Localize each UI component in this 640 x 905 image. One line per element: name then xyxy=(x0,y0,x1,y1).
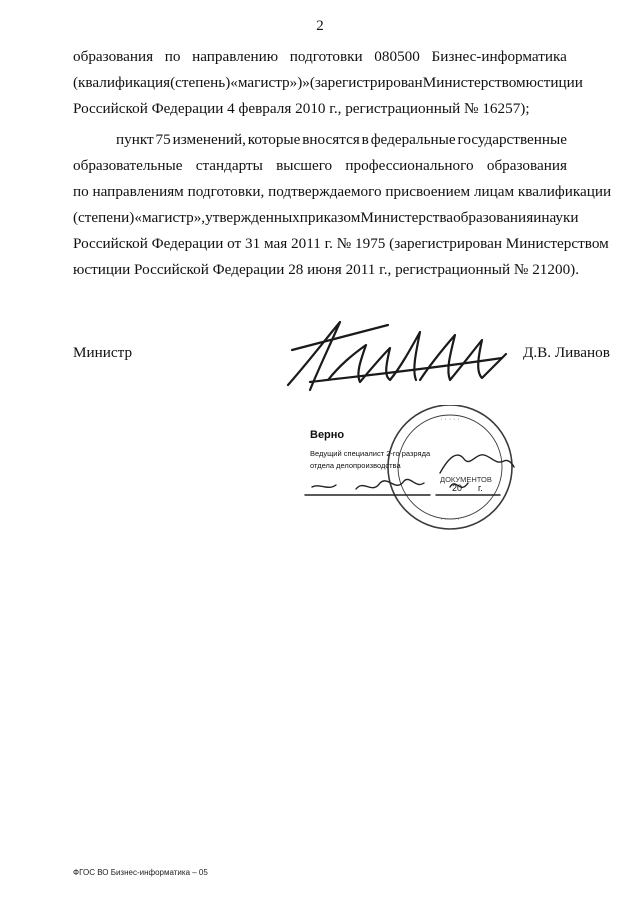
word: (степень) xyxy=(170,74,231,91)
word: «магистр»)» xyxy=(230,74,310,91)
word: государственные xyxy=(457,131,567,148)
word: образования xyxy=(453,209,534,226)
paragraph-1-line-3: Российской Федерации 4 февраля 2010 г., регистрационный № 16257); xyxy=(73,100,530,117)
word: (зарегистрирован xyxy=(309,74,423,91)
word: науки xyxy=(541,209,579,226)
handwritten-signature xyxy=(270,310,510,400)
svg-text:· · · · ·: · · · · · xyxy=(440,416,460,423)
word: стандарты xyxy=(195,157,263,174)
word: которые xyxy=(247,131,301,148)
paragraph-2-line-4 xyxy=(73,205,579,231)
signatory-name: Д.В. Ливанов xyxy=(523,344,610,361)
word: «магистр», xyxy=(134,209,206,226)
paragraph-2-line-6: юстиции Российской Федерации 28 июня 2011 г., регистрационный № 21200). xyxy=(73,261,580,278)
paragraph-1 xyxy=(73,44,583,122)
date-year-prefix: 20 xyxy=(452,483,463,493)
word: направлению xyxy=(192,48,279,65)
word: изменений, xyxy=(172,131,246,148)
certifier-department: отдела делопроизводства xyxy=(310,461,401,470)
paragraph-2 xyxy=(73,127,612,283)
word: 75 xyxy=(155,131,171,148)
paragraph-2-line-1 xyxy=(73,127,567,153)
word: Министерства xyxy=(360,209,454,226)
word: 080500 xyxy=(374,48,420,65)
paragraph-2-line-5: Российской Федерации от 31 мая 2011 г. № 1975 (зарегистрирован Министерством xyxy=(73,235,609,252)
word: высшего xyxy=(276,157,333,174)
word: утвержденных xyxy=(205,209,300,226)
word: (степени) xyxy=(73,209,135,226)
paragraph-1-line-2 xyxy=(73,70,583,96)
word: (квалификация xyxy=(73,74,171,91)
paragraph-2-line-2 xyxy=(73,153,567,179)
date-year-suffix: г. xyxy=(478,483,483,493)
certification-stamp xyxy=(300,405,530,550)
word: юстиции xyxy=(525,74,583,91)
word: образования xyxy=(73,48,154,65)
word: и xyxy=(533,209,542,226)
svg-text:· · · · ·: · · · · · xyxy=(440,516,460,523)
word: в xyxy=(361,131,369,148)
round-seal xyxy=(300,405,530,550)
stamp-caption: ДОКУМЕНТОВ xyxy=(440,475,492,484)
page-number: 2 xyxy=(316,18,324,34)
word: образовательные xyxy=(73,157,183,174)
certifier-position: Ведущий специалист 2-го разряда xyxy=(310,449,431,458)
word: приказом xyxy=(299,209,361,226)
word: профессионального xyxy=(345,157,474,174)
word: федеральные xyxy=(370,131,456,148)
word: образования xyxy=(486,157,567,174)
signatory-title: Министр xyxy=(73,344,133,361)
word: Бизнес-информатика xyxy=(431,48,567,65)
document-footer: ФГОС ВО Бизнес-информатика – 05 xyxy=(73,868,208,877)
certified-heading: Верно xyxy=(310,429,345,441)
word: по xyxy=(164,48,181,65)
word: подготовки xyxy=(289,48,363,65)
paragraph-1-line-1 xyxy=(73,44,567,70)
paragraph-2-line-3: по направлениям подготовки, подтверждаемого присвоением лицам квалификации xyxy=(73,183,612,200)
word: пункт xyxy=(116,131,154,148)
word: вносятся xyxy=(302,131,360,148)
word: Министерством xyxy=(422,74,526,91)
